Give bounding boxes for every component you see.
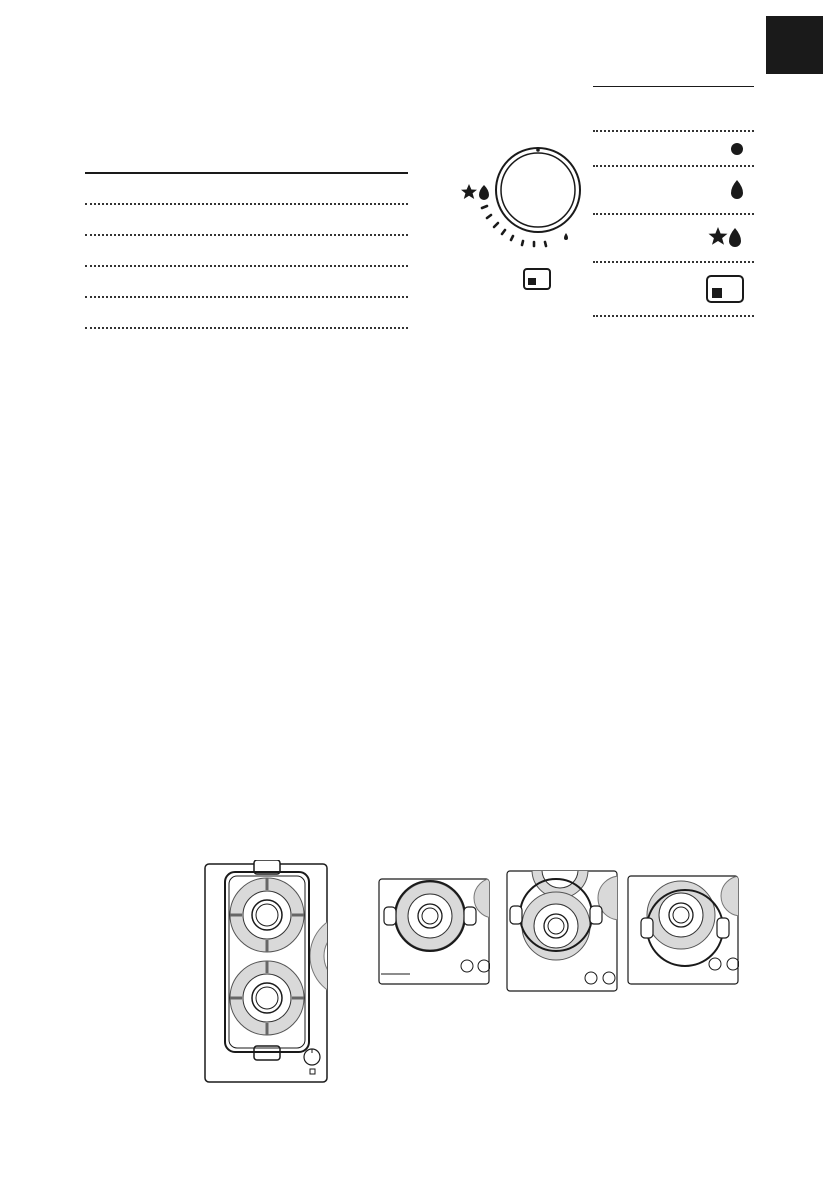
domino-hob-diagram (204, 860, 330, 1084)
left-table-row (85, 267, 408, 298)
left-table-row (85, 174, 408, 205)
dot-icon (730, 142, 744, 156)
ignition-button-icon (706, 275, 744, 303)
pan-example-2 (506, 870, 618, 994)
left-table-row (85, 298, 408, 329)
left-table-row (85, 236, 408, 267)
pan-example-3 (627, 870, 739, 986)
burner-top (230, 878, 304, 952)
language-tab (766, 16, 823, 74)
ignition-button-icon (524, 269, 550, 289)
right-table-header (593, 86, 754, 132)
small-flame-icon (564, 233, 568, 240)
pan-example-1 (378, 870, 490, 986)
flame-icon (730, 179, 744, 201)
knob-scale-ticks (482, 206, 546, 246)
star-flame-icon (708, 226, 744, 250)
star-flame-icon (461, 184, 489, 200)
right-table-row (593, 132, 754, 167)
left-table-row (85, 205, 408, 236)
knob-diagram (455, 135, 595, 295)
right-table (593, 86, 754, 317)
right-table-row (593, 263, 754, 317)
left-table (85, 172, 408, 329)
right-table-row (593, 167, 754, 215)
right-table-row (593, 215, 754, 263)
burner-bottom (230, 961, 304, 1035)
